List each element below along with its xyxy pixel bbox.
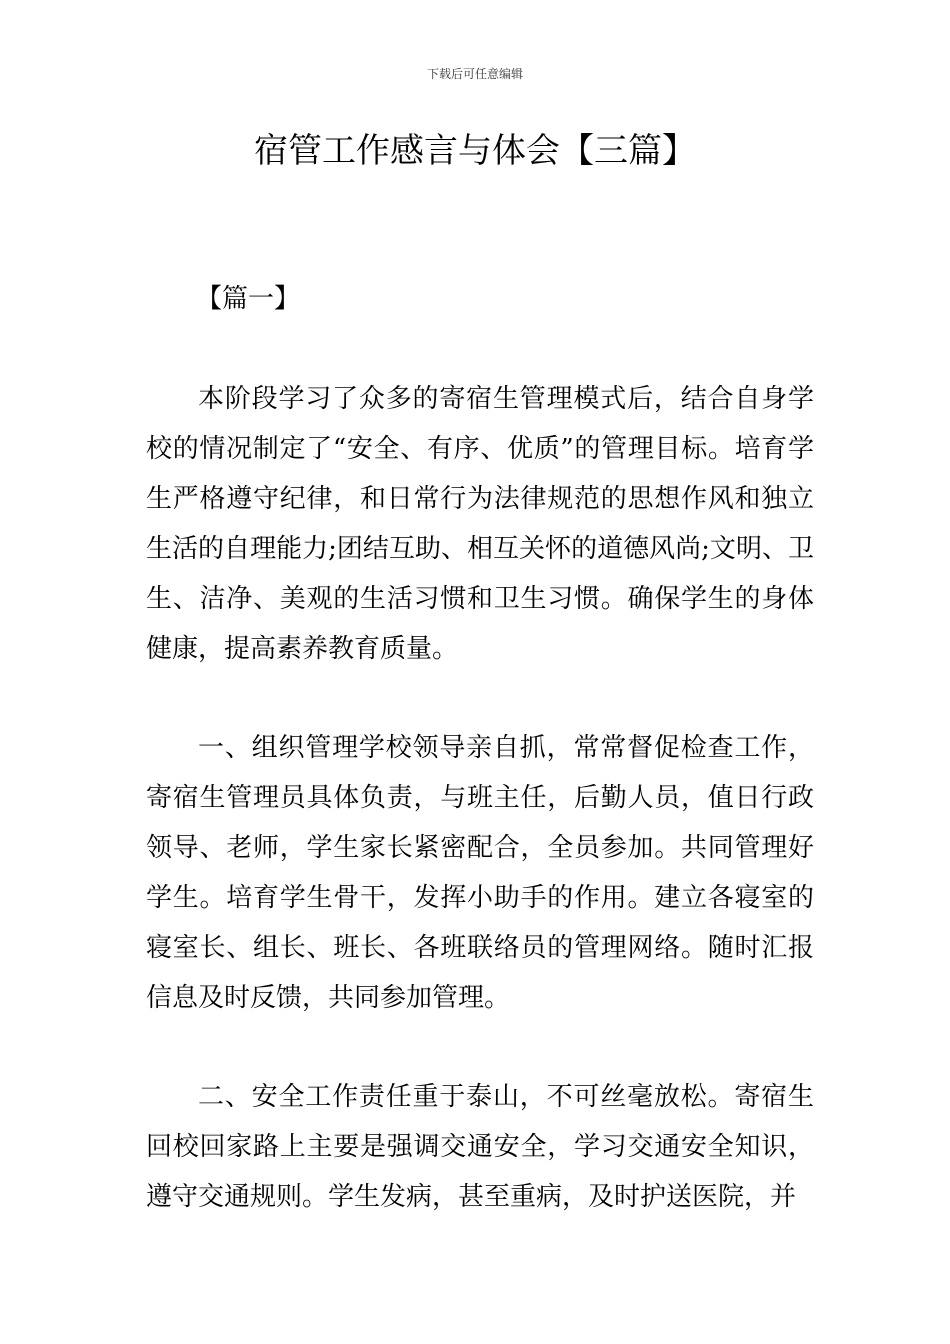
paragraph-safety: 二、安全工作责任重于泰山，不可丝毫放松。寄宿生回校回家路上主要是强调交通安全，学习交通安全知识，遵守交通规则。学生发病，甚至重病，及时护送医院，并 (146, 1082, 814, 1212)
paragraph-organization: 一、组织管理学校领导亲自抓，常常督促检查工作，寄宿生管理员具体负责，与班主任，后勤人员，值日行政领导、老师，学生家长紧密配合，全员参加。共同管理好学生。培育学生骨干，发挥小助手的作用。建立各寝室的寝室长、组长、班长、各班联络员的管理网络。随时汇报信息及时反馈，共同参加管理。 (146, 733, 814, 1013)
paragraph-intro: 本阶段学习了众多的寄宿生管理模式后，结合自身学校的情况制定了“安全、有序、优质”的管理目标。培育学生严格遵守纪律，和日常行为法律规范的思想作风和独立生活的自理能力;团结互助、相互关怀的道德风尚;文明、卫生、洁净、美观的生活习惯和卫生习惯。确保学生的身体健康，提高素养教育质量。 (146, 384, 814, 664)
section-label: 【篇一】 (196, 284, 301, 314)
header-note: 下载后可任意编辑 (426, 67, 523, 81)
document-title: 宿管工作感言与体会【三篇】 (254, 131, 696, 171)
